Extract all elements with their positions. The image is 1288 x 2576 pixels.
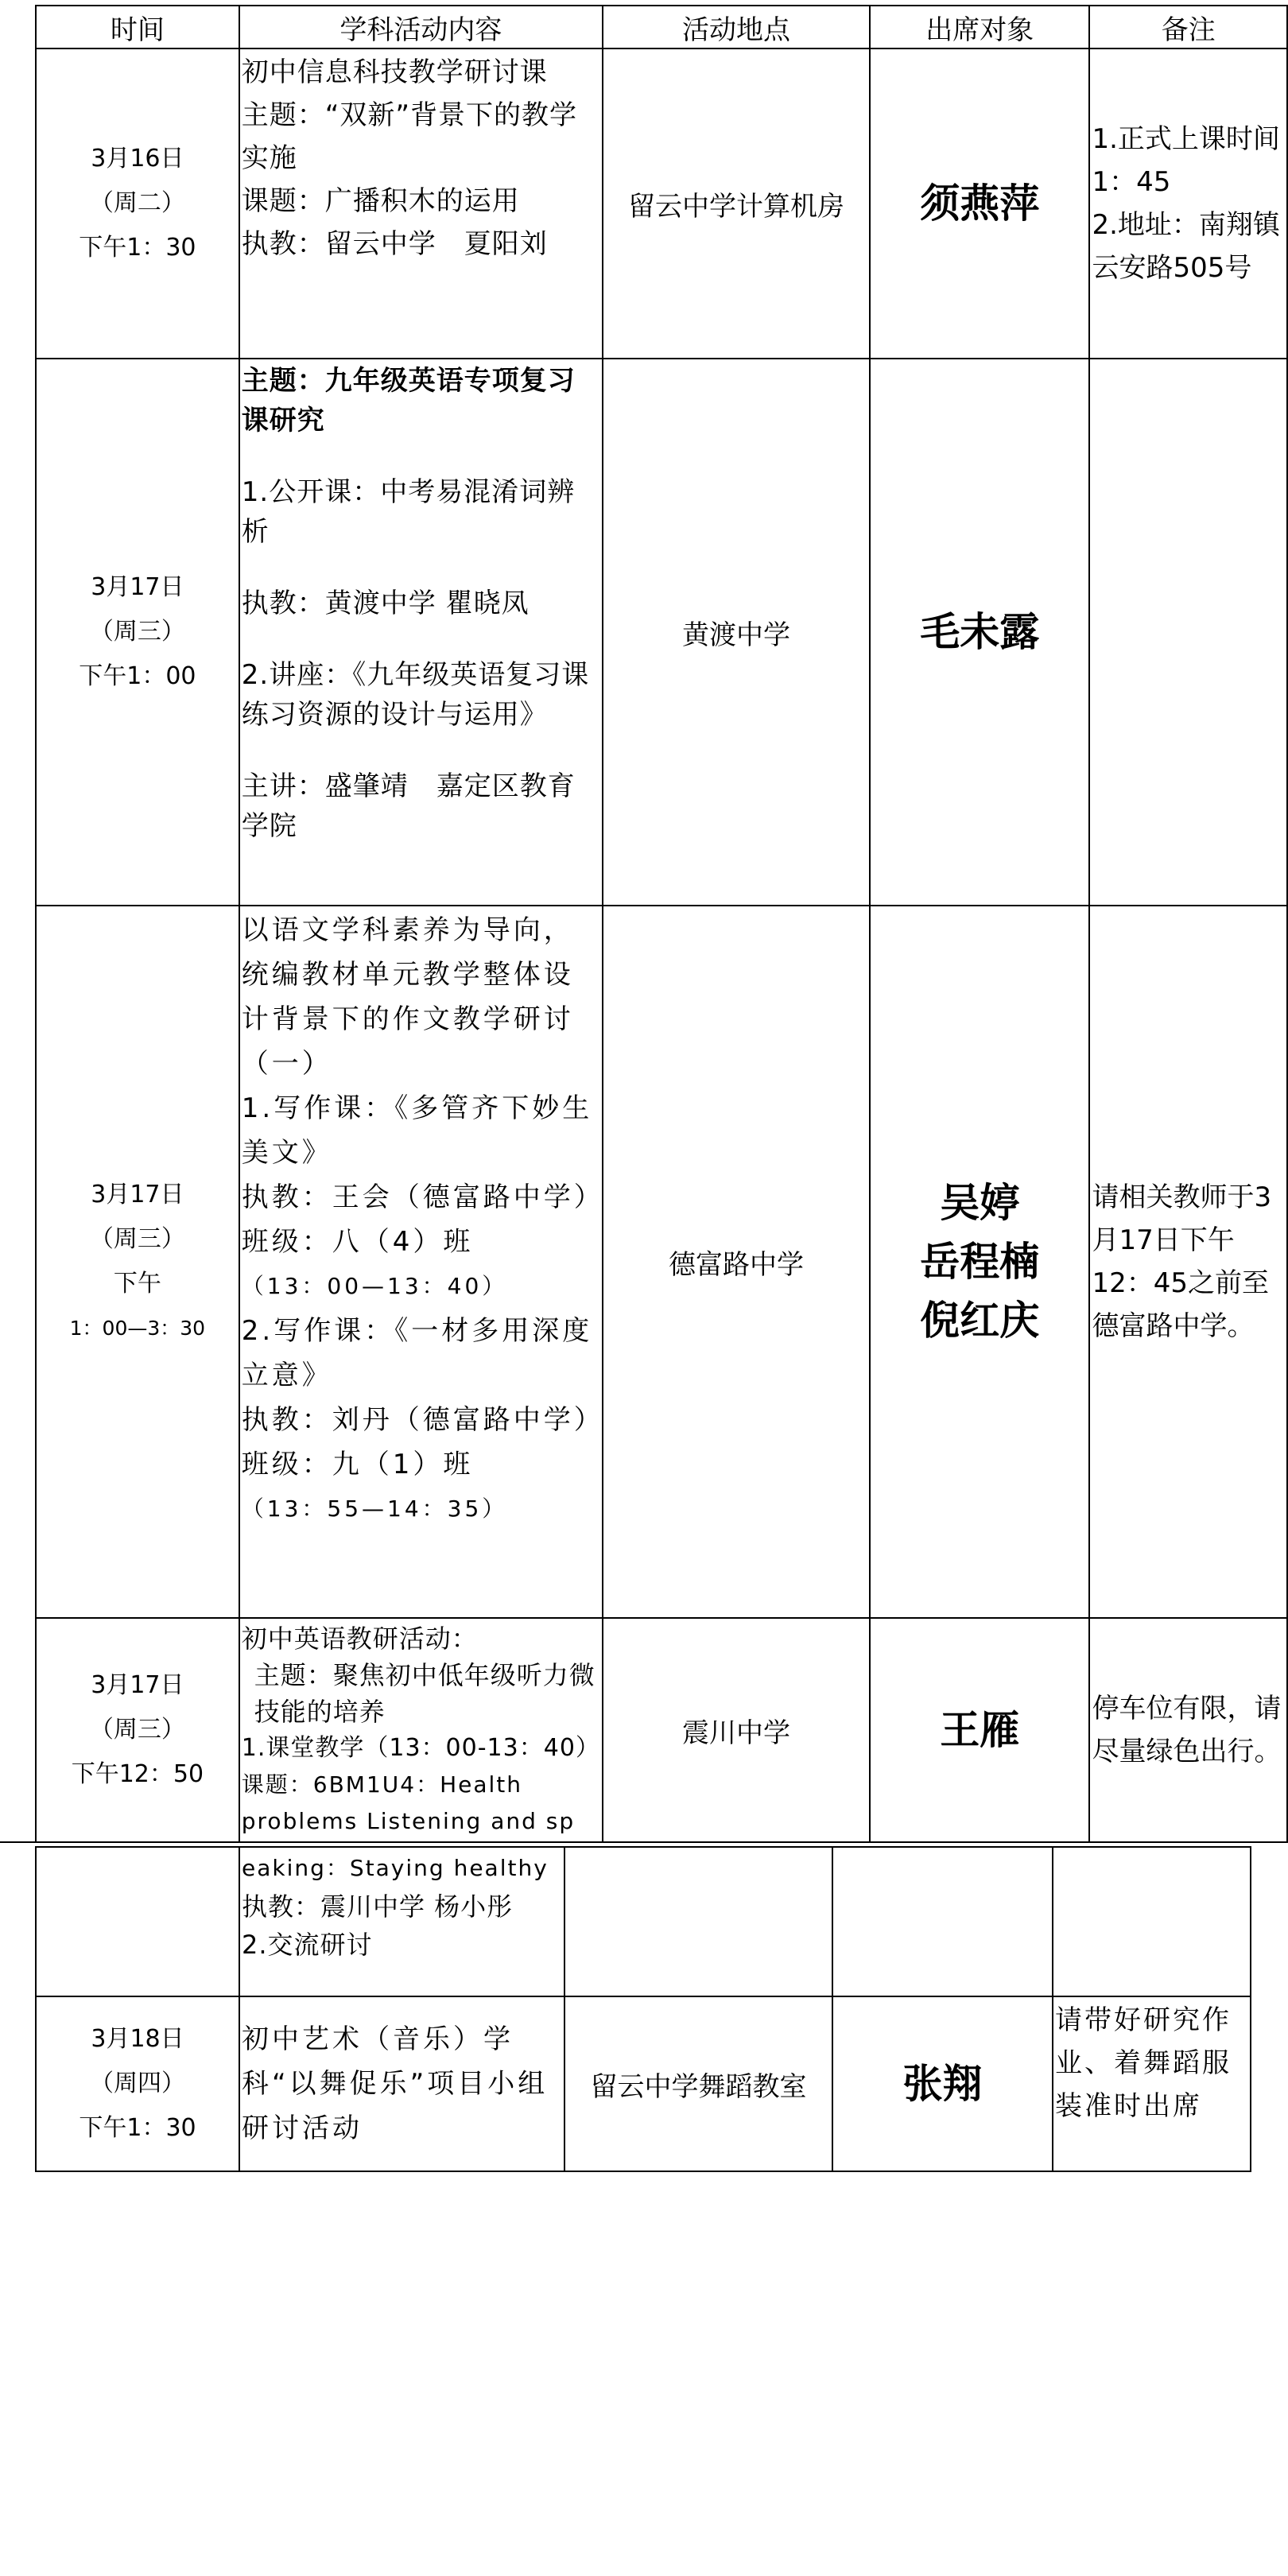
note-line: 请相关教师于3月17日下午12：45之前至德富路中学。 [1092,1181,1272,1342]
content-line: 执教：震川中学 杨小彤 [242,1891,514,1922]
content-line [242,623,600,655]
attendee-cell [870,359,1089,906]
time-date: 3月18日 [91,2025,184,2053]
note-cell [1053,1847,1251,1996]
time-date: 3月17日 [91,1671,184,1699]
content-line: 初中艺术（音乐）学科“以舞促乐”项目小组研讨活动 [242,2023,549,2144]
note-line: 2.地址：南翔镇云安路505号 [1092,209,1280,284]
header-row [36,6,1287,48]
content-line: 以语文学科素养为导向，统编教材单元教学整体设计背景下的作文教学研讨（一） [241,914,574,1080]
time-cell [36,1618,239,1842]
time-date: 3月17日 [91,1181,184,1208]
content-line: 初中英语教研活动： [241,1624,478,1654]
content-line: 2.讲座：《九年级英语复习课练习资源的设计与运用》 [241,659,590,731]
attendee-cell [832,1996,1053,2171]
content-line [242,552,600,584]
schedule-table [35,5,1288,1843]
content-line [242,440,600,472]
attendee-name: 须燕萍 [920,180,1040,227]
header-attendees: 出席对象 [870,6,1089,48]
header-content: 学科活动内容 [239,6,603,48]
content-line: eaking：Staying healthy [242,1855,549,1881]
note-cell [1053,1996,1251,2171]
header-time: 时间 [36,6,239,48]
content-line: 课题：6BM1U4：Health problems Listening and sp [241,1771,576,1834]
content-line: 主讲：盛肇靖 嘉定区教育学院 [241,770,576,842]
content-line: （13：00—13：40） [241,1273,508,1299]
content-line: 主题：九年级英语专项复习课研究 [241,365,576,436]
attendee-name: 毛未露 [920,609,1040,655]
attendee-name: 王雁 [940,1707,1020,1753]
content-line: 1.公开课：中考易混淆词辨析 [241,476,576,548]
content-line: 课题：广播积木的运用 [241,185,520,217]
time-weekday: （周三） [89,1716,185,1744]
content-cell [239,906,603,1618]
table-row [36,359,1287,906]
time-weekday: （周四） [90,2070,185,2097]
content-line: 主题：“双新”背景下的教学实施 [241,99,577,174]
note-cell [1089,1618,1287,1842]
table-row [36,1996,1251,2171]
time-cell [36,1996,239,2171]
content-line: 班级：九（1）班 [241,1449,474,1480]
note-cell [1089,359,1287,906]
time-date: 3月16日 [91,145,184,173]
location-cell: 震川中学 [603,1618,870,1842]
time-cell [36,906,239,1618]
content-line: 主题：聚焦初中低年级听力微技能的培养 [254,1660,596,1727]
content-line: 2.交流研讨 [242,1930,373,1960]
location-cell: 留云中学舞蹈教室 [564,1996,832,2171]
content-line [242,735,600,766]
note-line: 停车位有限，请尽量绿色出行。 [1092,1693,1282,1767]
content-line: 初中信息科技教学研讨课 [241,56,548,88]
time-range: 1：00—3：30 [69,1317,206,1340]
content-line: 2.写作课：《一材多用深度立意》 [241,1315,593,1391]
time-clock: 下午1：30 [79,234,196,262]
time-clock: 下午12：50 [71,1760,204,1788]
location-cell: 黄渡中学 [603,359,870,906]
table-row [36,48,1287,359]
header-note: 备注 [1089,6,1287,48]
content-line: 1.写作课：《多管齐下妙生美文》 [241,1092,593,1169]
table-row [36,906,1287,1618]
attendee-cell [832,1847,1053,1996]
content-cell [239,48,603,359]
note-cell [1089,48,1287,359]
content-line: 1.课堂教学（13：00-13：40） [241,1734,600,1762]
header-location: 活动地点 [603,6,870,48]
content-line: 执教：黄渡中学 瞿晓凤 [241,588,530,619]
content-cell [239,1618,603,1842]
note-cell [1089,906,1287,1618]
content-line: 执教：王会（德富路中学） [241,1181,604,1213]
attendee-name: 吴婷 [940,1180,1020,1226]
location-cell: 德富路中学 [603,906,870,1618]
location-cell: 留云中学计算机房 [603,48,870,359]
time-weekday: （周三） [89,1225,185,1253]
attendee-name: 张翔 [902,2061,983,2107]
time-clock: 下午 [113,1270,161,1298]
time-date: 3月17日 [91,573,184,601]
page-break-line [0,1841,1288,1843]
time-cell [36,1847,239,1996]
time-weekday: （周二） [89,189,185,217]
content-line: 执教：刘丹（德富路中学） [241,1404,604,1436]
attendee-cell [870,906,1089,1618]
table-row [36,1618,1287,1842]
location-cell [564,1847,832,1996]
content-cell [239,359,603,906]
note-line: 请带好研究作业、着舞蹈服装准时出席 [1055,2004,1232,2122]
attendee-name: 倪红庆 [920,1298,1040,1344]
time-cell [36,48,239,359]
time-clock: 下午1：00 [79,662,196,690]
time-cell [36,359,239,906]
table-row-continuation [36,1847,1251,1996]
attendee-cell [870,1618,1089,1842]
attendee-name: 岳程楠 [920,1239,1040,1285]
time-clock: 下午1：30 [79,2114,196,2142]
note-line: 1.正式上课时间1：45 [1092,123,1280,198]
content-line: 班级：八（4）班 [241,1226,474,1258]
content-line: （13：55—14：35） [241,1496,508,1522]
time-weekday: （周三） [89,618,185,646]
attendee-cell [870,48,1089,359]
content-line: 执教：留云中学 夏阳刘 [241,228,548,260]
content-cell [239,1996,564,2171]
schedule-table-continued [35,1846,1251,2172]
content-cell [239,1847,564,1996]
